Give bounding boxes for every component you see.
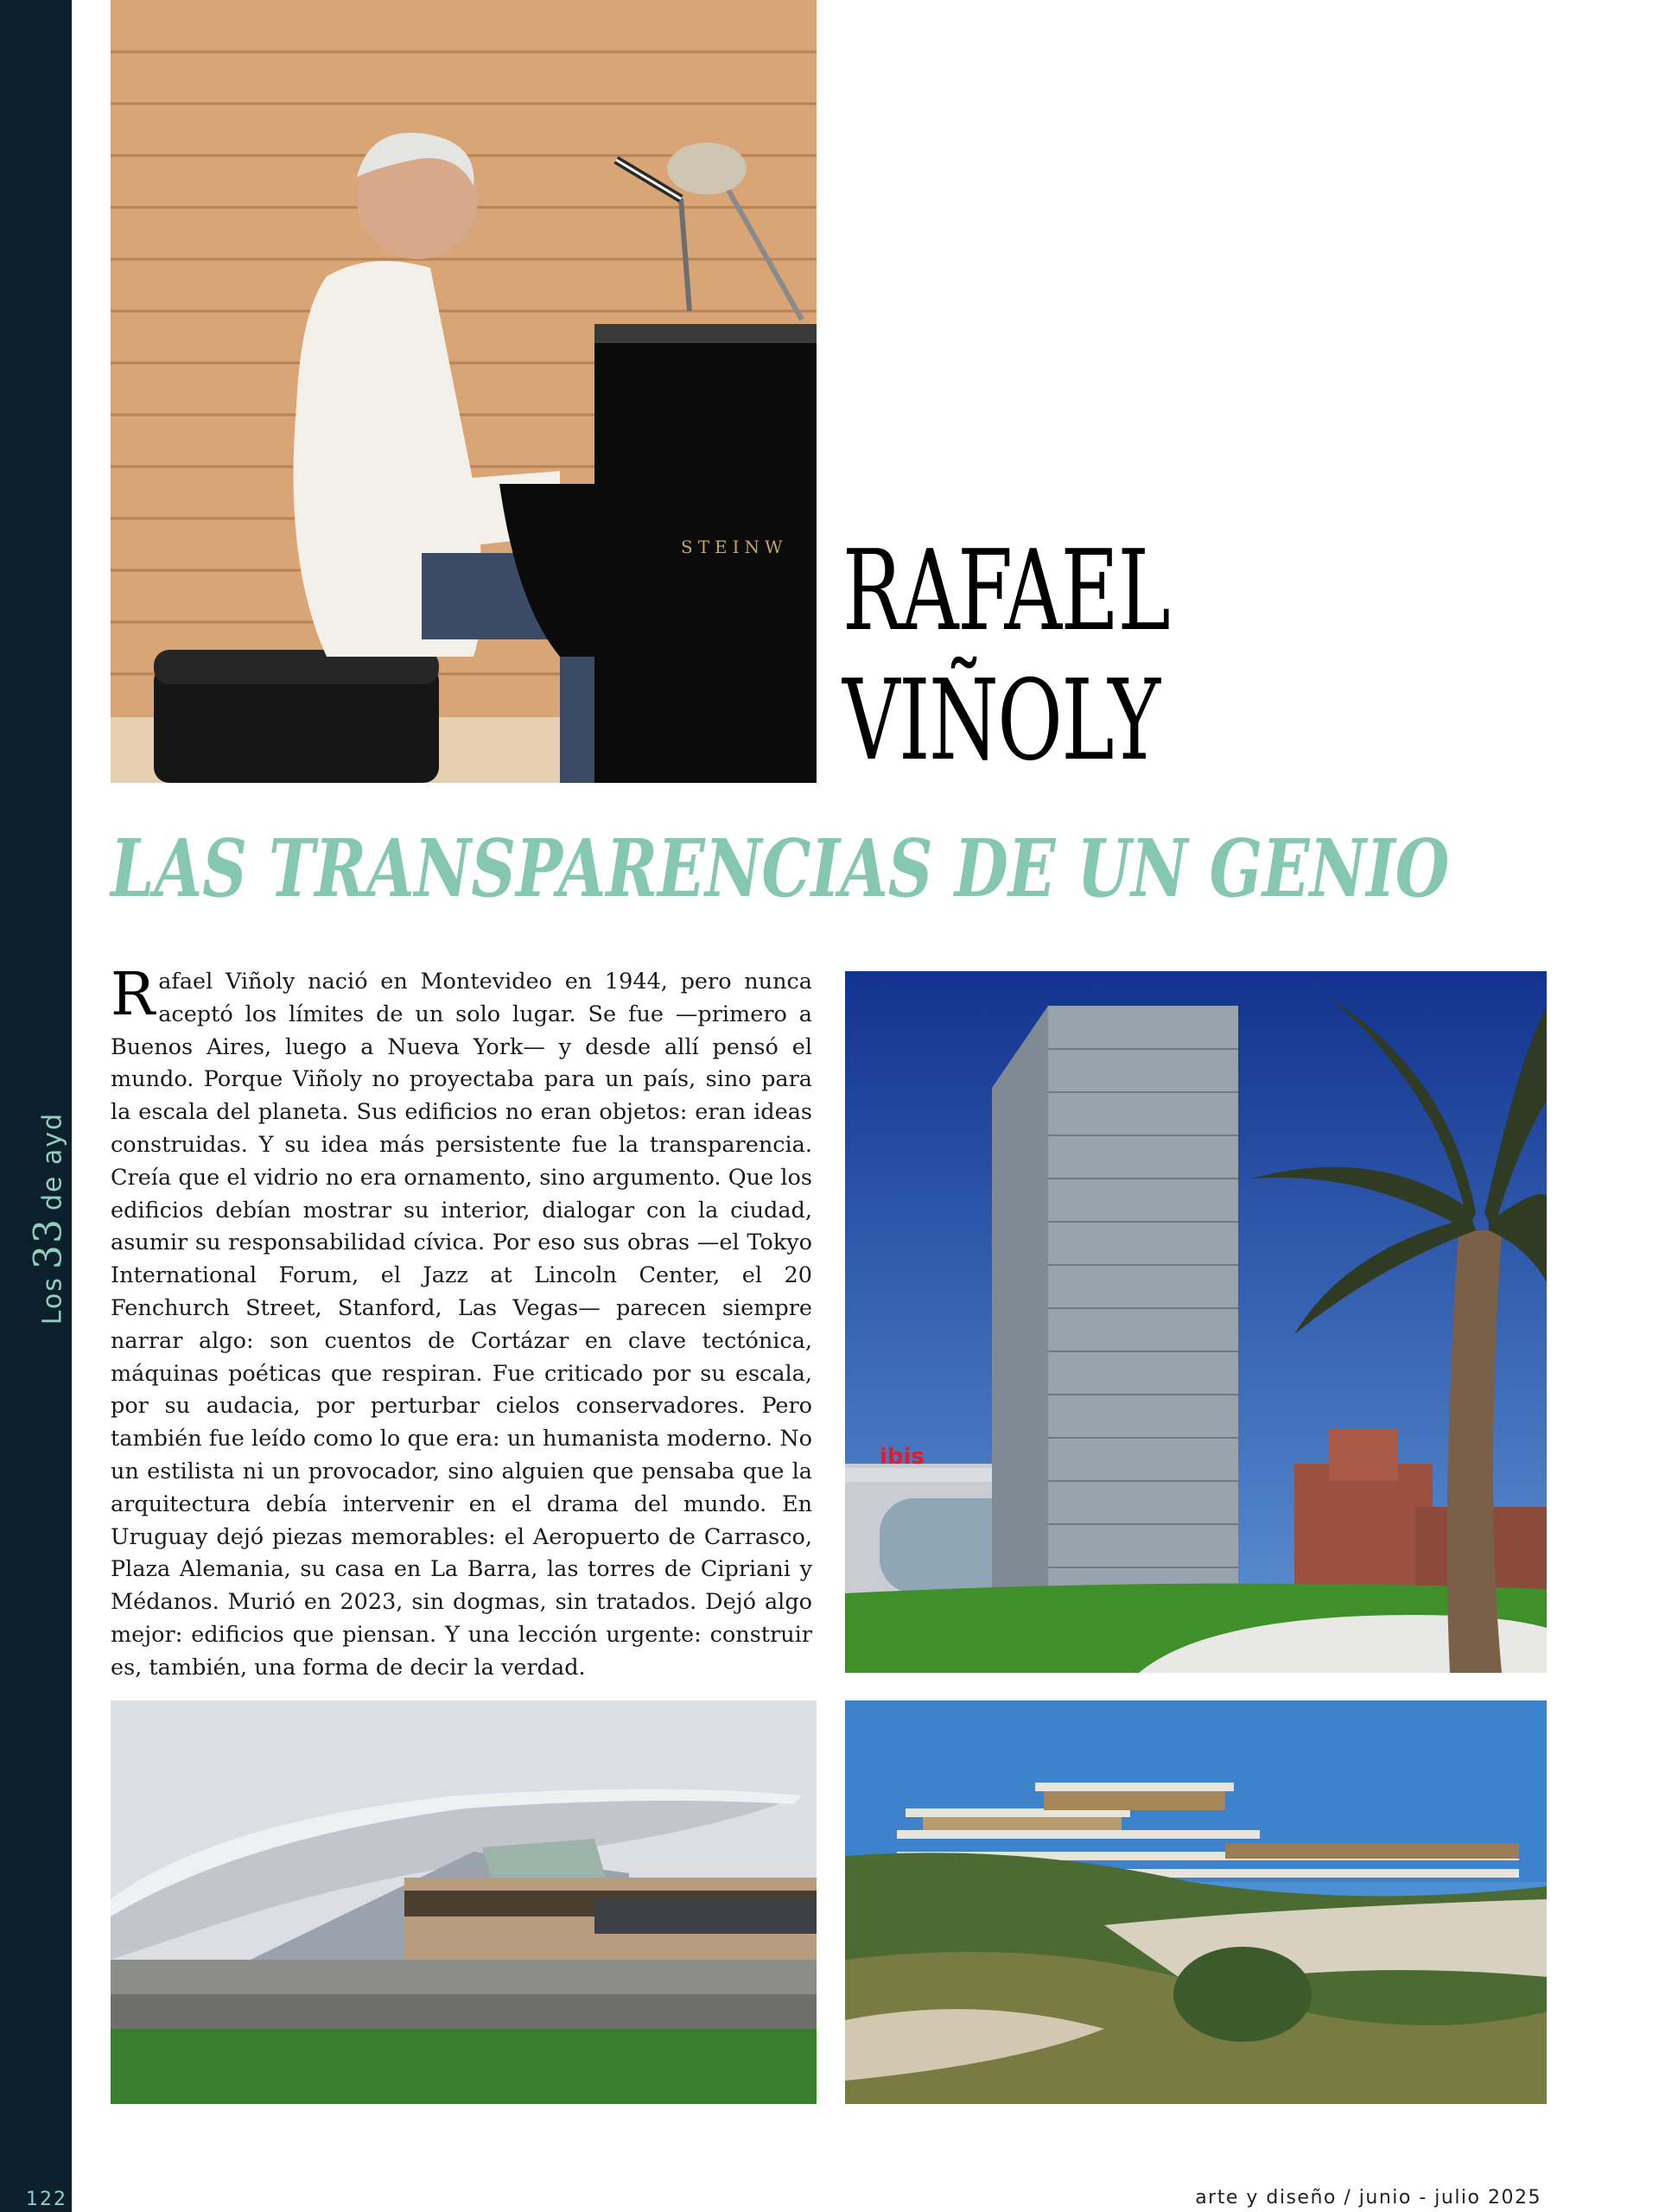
article-body-text: afael Viñoly nació en Montevideo en 1944, pero nunca aceptó los límites de un solo lugar. Se fue —primero a Buenos Aires, luego a Nueva York— y desde allí pensó el mundo. Porque Viñoly no proyectaba para un país, sino para la escala del planeta. Sus edificios no eran objetos: eran ideas construidas. Y su idea más persistente fue la transparencia. Creía que el vidrio no era ornamento, sino argumento. Que los edificios debían mostrar su interior, dialogar con la ciudad, asumir su responsabilidad cívica. Por eso sus obras —el Tokyo International Forum, el Jazz at Lincoln Center, el 20 Fenchurch Street, Stanford, Las Vegas— parecen siempre narrar algo: son cuentos de Cortázar en clave tectónica, máquinas poéticas que respiran. Fue criticado por su escala, por su audacia, por perturbar cielos conservadores. Pero también fue leído como lo que era: un humanista moderno. No un estilista ni un provocador, sino alguien que pensaba que la arquitectura debía intervenir en el drama del mundo. En Uruguay dejó piezas memorables: el Aeropuerto de Carrasco, Plaza Alemania, su casa en La Barra, las torres de Cipriani y Médanos. Murió en 2023, sin dogmas, sin tratados. Dejó algo mejor: edificios que piensan. Y una lección urgente: construir es, también, una forma de decir la verdad. (111, 969, 812, 1681)
section-label-number: 33 (26, 1217, 71, 1270)
hotel-sign-lettering: ibis (880, 1444, 925, 1470)
section-label-prefix: Los (37, 1276, 68, 1325)
title-line-2: VIÑOLY (842, 657, 1160, 785)
side-band (0, 0, 72, 2212)
drop-cap: R (111, 961, 156, 1029)
article-body (111, 961, 812, 1685)
coastal-building-photo (845, 1700, 1547, 2104)
airport-photo (111, 1700, 817, 2104)
footer-publication: arte y diseño / junio - julio 2025 (1195, 2187, 1541, 2209)
title-line-1: RAFAEL (842, 527, 1170, 656)
piano-brand-lettering: STEINW (681, 537, 788, 557)
article-title (842, 527, 1191, 786)
tower-photo (845, 971, 1547, 1673)
section-label (27, 1112, 71, 1325)
portrait-photo (111, 0, 817, 783)
section-label-suffix: de ayd (37, 1111, 68, 1211)
article-subtitle: LAS TRANSPARENCIAS DE UN GENIO (111, 822, 1450, 915)
page-number: 122 (26, 2189, 67, 2210)
